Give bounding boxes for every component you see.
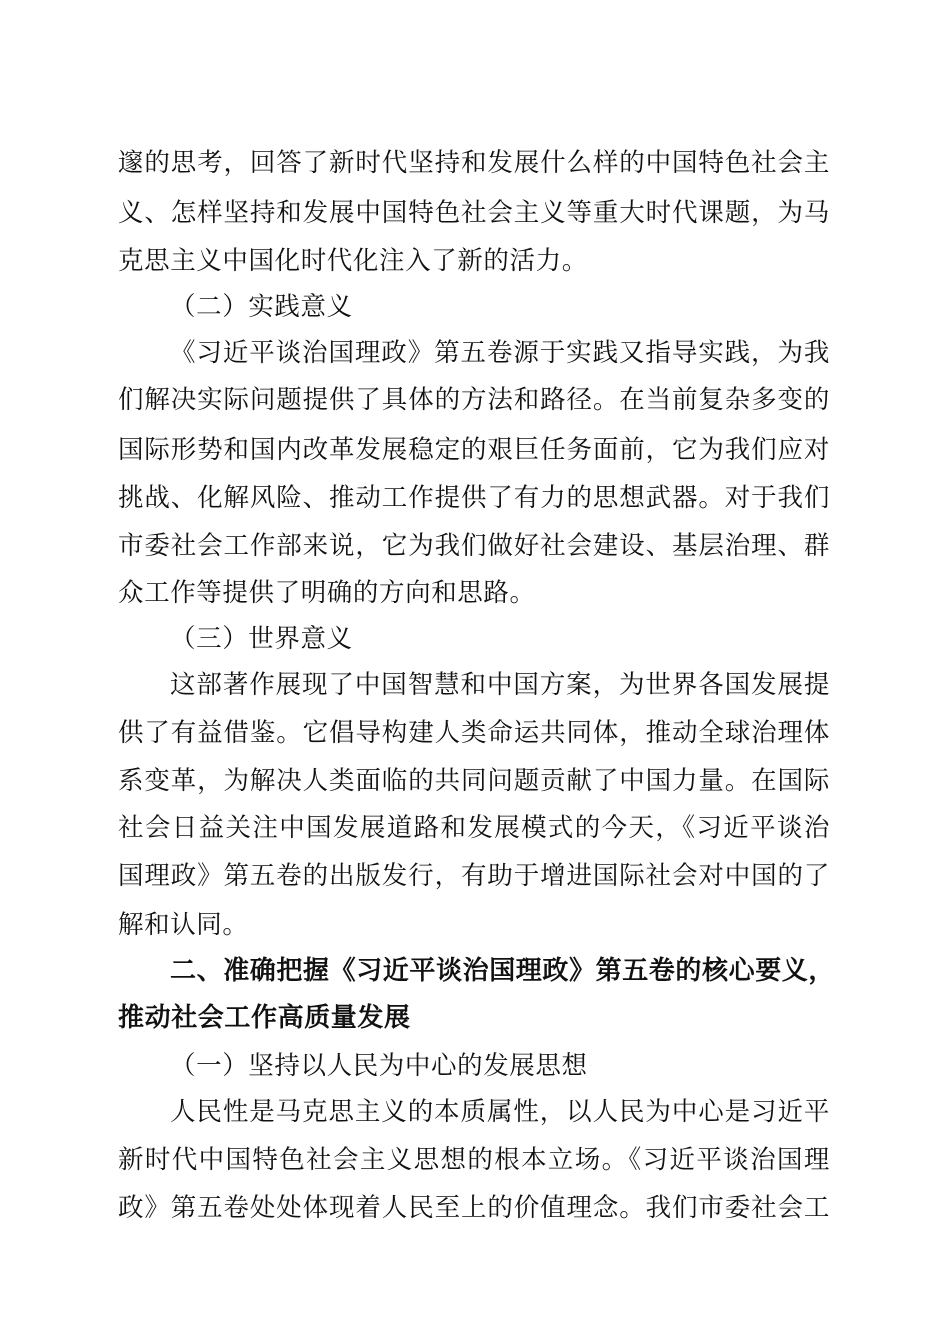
subsection-heading: （一）坚持以人民为中心的发展思想 <box>170 1051 588 1081</box>
paragraph-line: 邃的思考，回答了新时代坚持和发展什么样的中国特色社会主 <box>118 148 830 178</box>
paragraph-line: 人民性是马克思主义的本质属性，以人民为中心是习近平 <box>170 1097 830 1127</box>
paragraph-line: 《习近平谈治国理政》第五卷源于实践又指导实践，为我 <box>170 338 830 368</box>
subsection-heading: （三）世界意义 <box>170 624 353 654</box>
section-heading: 推动社会工作高质量发展 <box>118 1003 411 1033</box>
paragraph-line: 挑战、化解风险、推动工作提供了有力的思想武器。对于我们 <box>118 483 830 513</box>
paragraph-line: 义、怎样坚持和发展中国特色社会主义等重大时代课题，为马 <box>118 198 830 228</box>
paragraph-line: 克思主义中国化时代化注入了新的活力。 <box>118 246 588 276</box>
subsection-heading: （二）实践意义 <box>170 292 353 322</box>
paragraph-line: 这部著作展现了中国智慧和中国方案，为世界各国发展提 <box>170 670 830 700</box>
paragraph-line: 社会日益关注中国发展道路和发展模式的今天，《习近平谈治 <box>118 813 830 843</box>
paragraph-line: 国理政》第五卷的出版发行，有助于增进国际社会对中国的了 <box>118 861 830 891</box>
paragraph-line: 系变革，为解决人类面临的共同问题贡献了中国力量。在国际 <box>118 766 830 796</box>
paragraph-line: 新时代中国特色社会主义思想的根本立场。《习近平谈治国理 <box>118 1145 830 1175</box>
paragraph-line: 们解决实际问题提供了具体的方法和路径。在当前复杂多变的 <box>118 385 830 415</box>
paragraph-line: 众工作等提供了明确的方向和思路。 <box>118 578 536 608</box>
paragraph-line: 国际形势和国内改革发展稳定的艰巨任务面前，它为我们应对 <box>118 435 830 465</box>
paragraph-line: 解和认同。 <box>118 910 249 940</box>
paragraph-line: 供了有益借鉴。它倡导构建人类命运共同体，推动全球治理体 <box>118 718 830 748</box>
section-heading: 二、准确把握《习近平谈治国理政》第五卷的核心要义， <box>170 956 836 986</box>
paragraph-line: 政》第五卷处处体现着人民至上的价值理念。我们市委社会工 <box>118 1193 830 1223</box>
paragraph-line: 市委社会工作部来说，它为我们做好社会建设、基层治理、群 <box>118 531 830 561</box>
